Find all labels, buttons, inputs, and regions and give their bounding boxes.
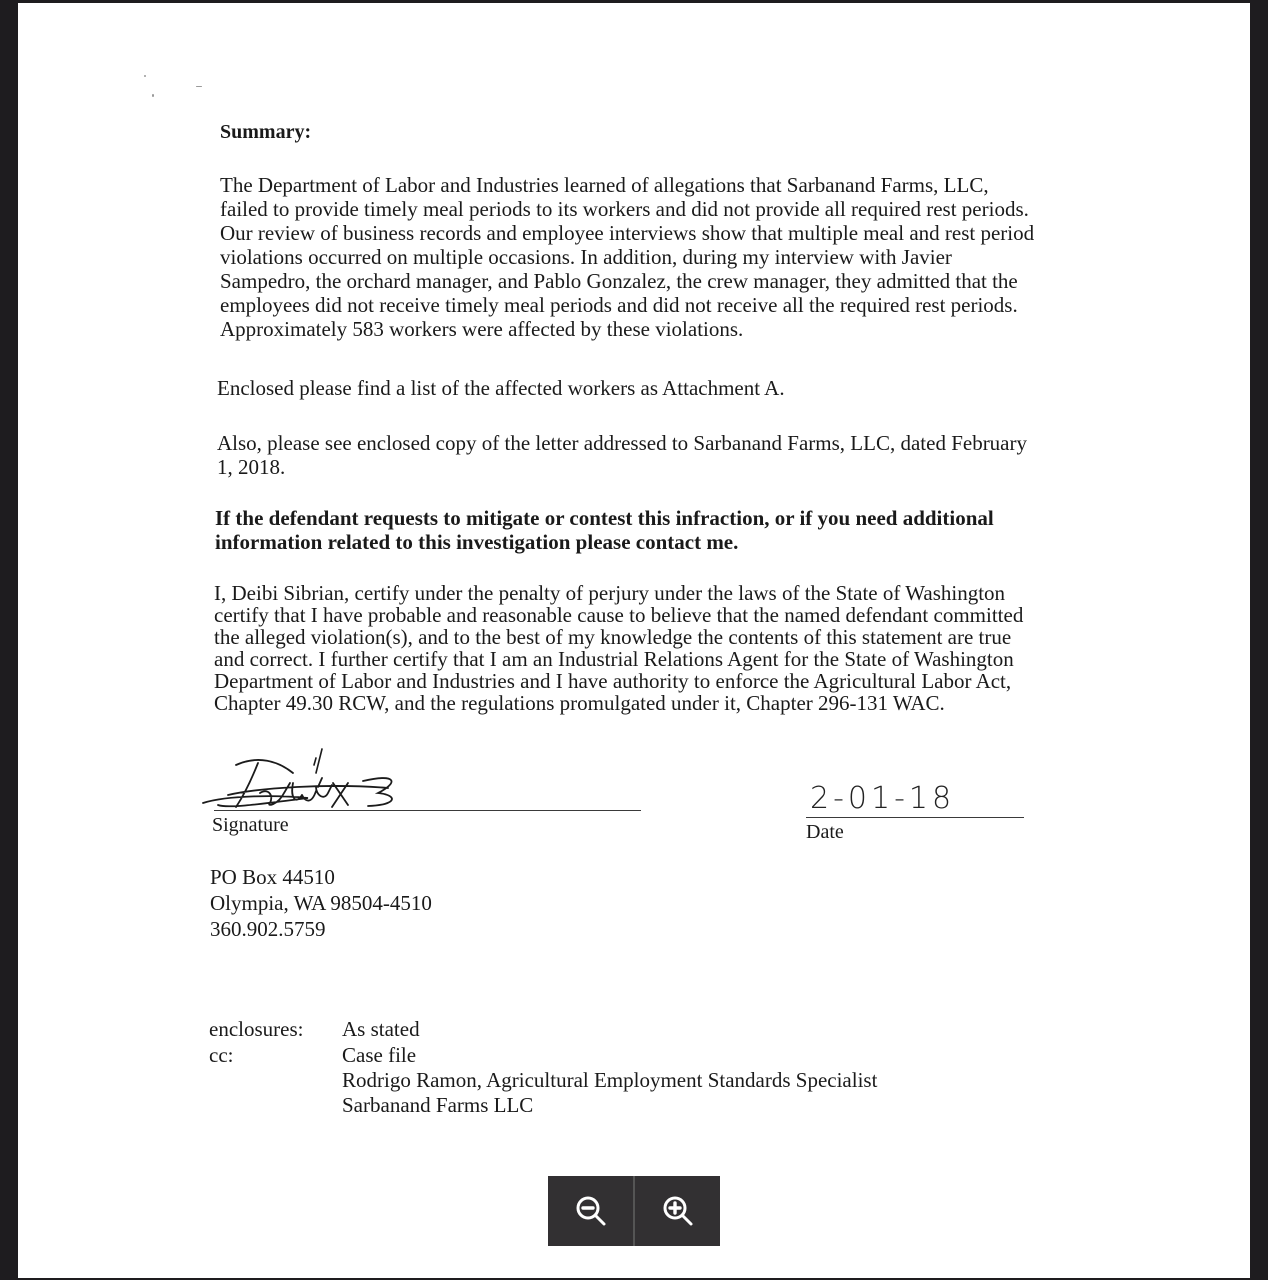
- certify-line: the alleged violation(s), and to the best of my knowledge the contents of this statement are true: [214, 625, 1012, 649]
- address-line: PO Box 44510: [210, 865, 335, 889]
- scan-speck: [144, 75, 146, 77]
- zoom-in-icon: [660, 1193, 696, 1229]
- enclosures-value: As stated: [342, 1017, 420, 1041]
- summary-line: failed to provide timely meal periods to its workers and did not provide all required rest periods.: [220, 197, 1029, 221]
- address-line: Olympia, WA 98504-4510: [210, 891, 432, 915]
- handwritten-date: 2-01-18: [810, 781, 956, 816]
- also-line: Also, please see enclosed copy of the letter addressed to Sarbanand Farms, LLC, dated February: [217, 431, 1027, 455]
- cc-item: Case file: [342, 1043, 417, 1067]
- cc-item: Rodrigo Ramon, Agricultural Employment Standards Specialist: [342, 1068, 878, 1092]
- contact-line: information related to this investigation please contact me.: [215, 530, 739, 554]
- certify-line: I, Deibi Sibrian, certify under the penalty of perjury under the laws of the State of Washington: [214, 581, 1006, 605]
- summary-line: violations occurred on multiple occasions. In addition, during my interview with Javier: [220, 245, 952, 269]
- contact-line: If the defendant requests to mitigate or contest this infraction, or if you need additional: [215, 506, 994, 530]
- summary-line: Our review of business records and employee interviews show that multiple meal and rest period: [220, 221, 1035, 245]
- certify-line: and correct. I further certify that I am an Industrial Relations Agent for the State of Washington: [214, 647, 1014, 671]
- address-block: [210, 864, 432, 942]
- document-page: [18, 3, 1250, 1278]
- signature-label: Signature: [212, 814, 289, 836]
- scan-speck: [196, 86, 202, 87]
- scan-speck: [152, 94, 154, 97]
- also-paragraph: [217, 431, 1027, 479]
- summary-line: Approximately 583 workers were affected by these violations.: [220, 317, 744, 341]
- summary-paragraph: [220, 173, 1034, 341]
- date-label: Date: [806, 821, 844, 843]
- zoom-controls: [548, 1176, 720, 1246]
- handwritten-signature: [198, 743, 418, 818]
- cc-label: cc:: [209, 1043, 234, 1067]
- also-line: 1, 2018.: [217, 455, 286, 479]
- enclosures-label: enclosures:: [209, 1017, 304, 1041]
- certify-line: certify that I have probable and reasonable cause to believe that the named defendant committed: [214, 603, 1024, 627]
- address-line: 360.902.5759: [210, 917, 326, 941]
- certification-paragraph: [214, 582, 1023, 714]
- certify-line: Department of Labor and Industries and I have authority to enforce the Agricultural Labor Act,: [214, 669, 1012, 693]
- summary-line: Sampedro, the orchard manager, and Pablo Gonzalez, the crew manager, they admitted that the: [220, 269, 1018, 293]
- contact-paragraph: [215, 506, 994, 554]
- signature-line: [214, 810, 641, 811]
- enclosed-paragraph: Enclosed please find a list of the affected workers as Attachment A.: [217, 376, 785, 400]
- zoom-out-button[interactable]: [548, 1176, 633, 1246]
- zoom-out-icon: [573, 1193, 609, 1229]
- zoom-in-button[interactable]: [635, 1176, 720, 1246]
- summary-heading: Summary:: [220, 121, 312, 143]
- summary-line: The Department of Labor and Industries learned of allegations that Sarbanand Farms, LLC,: [220, 173, 989, 197]
- date-line: [806, 817, 1024, 818]
- certify-line: Chapter 49.30 RCW, and the regulations promulgated under it, Chapter 296-131 WAC.: [214, 691, 945, 715]
- summary-line: employees did not receive timely meal periods and did not receive all the required rest periods.: [220, 293, 1018, 317]
- cc-item: Sarbanand Farms LLC: [342, 1093, 534, 1117]
- cc-list: [342, 1043, 877, 1118]
